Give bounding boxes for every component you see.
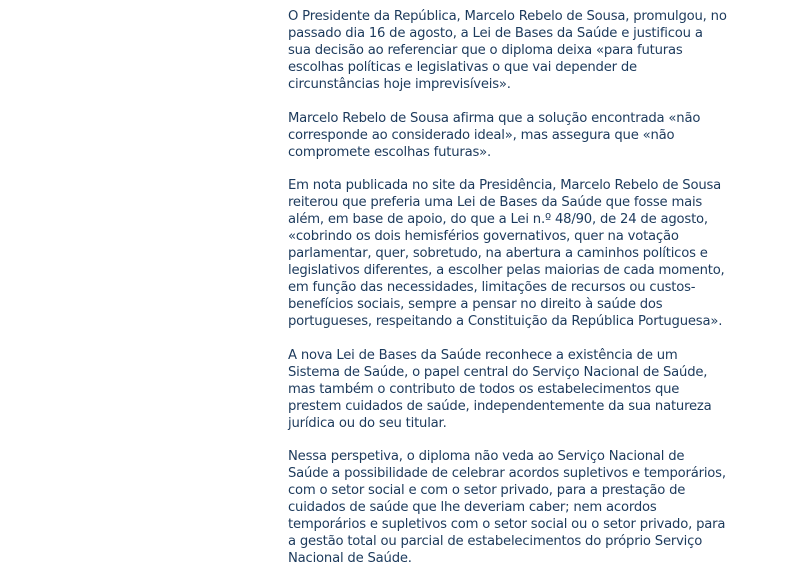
- article-paragraph-1: O Presidente da República, Marcelo Rebelo de Sousa, promulgou, no passado dia 16 de agosto, a Lei de Bases da Saúde e justificou a sua decisão ao referenciar que o diploma deixa «para futuras escolhas políticas e legislativas o que vai depender de circunstâncias hoje imprevisíveis».: [288, 9, 727, 92]
- article-body: [288, 8, 728, 584]
- article-paragraph-4: A nova Lei de Bases da Saúde reconhece a existência de um Sistema de Saúde, o papel central do Serviço Nacional de Saúde, mas também o contributo de todos os estabelecimentos que prestem cuidados de saúde, independentemente da sua natureza jurídica ou do seu titular.: [288, 347, 712, 431]
- article-paragraph-2: Marcelo Rebelo de Sousa afirma que a solução encontrada «não corresponde ao considerado ideal», mas assegura que «não compromete escolhas futuras».: [288, 110, 701, 160]
- article-paragraph-3: Em nota publicada no site da Presidência, Marcelo Rebelo de Sousa reiterou que preferia uma Lei de Bases da Saúde que fosse mais além, em base de apoio, do que a Lei n.º 48/90, de 24 de agosto, «cobrindo os dois hemisférios governativos, quer na votação parlamentar, quer, sobretudo, na abertura a caminhos políticos e legislativos diferentes, a escolher pelas maiorias de cada momento, em função das necessidades, limitações de recursos ou custos-benefícios sociais, sempre a pensar no direito à saúde dos portugueses, respeitando a Constituição da República Portuguesa».: [288, 178, 725, 329]
- article-paragraph-5: Nessa perspetiva, o diploma não veda ao Serviço Nacional de Saúde a possibilidade de celebrar acordos supletivos e temporários, com o setor social e com o setor privado, para a prestação de cuidados de saúde que lhe deveriam caber; nem acordos temporários e supletivos com o setor social ou o setor privado, para a gestão total ou parcial de estabelecimentos do próprio Serviço Nacional de Saúde.: [288, 449, 726, 566]
